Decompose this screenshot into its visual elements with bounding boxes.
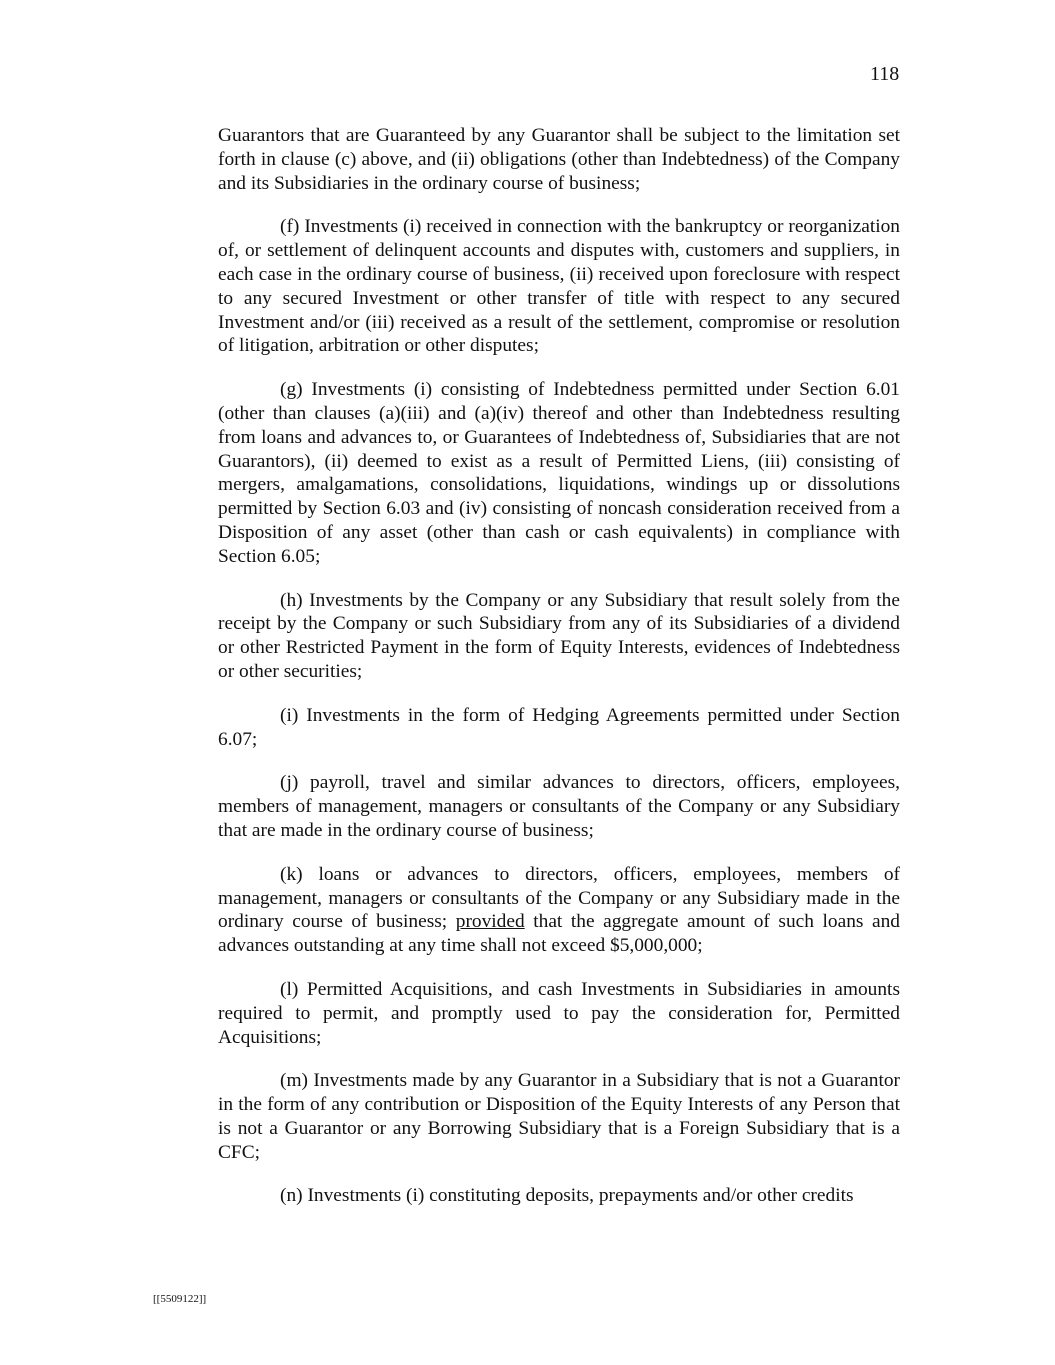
paragraph-j: (j) payroll, travel and similar advances to directors, officers, employees, members of management, managers or consultants of the Company or any Subsidiary that are made in the ordinary course of business;: [218, 772, 900, 841]
paragraph-g: (g) Investments (i) consisting of Indebtedness permitted under Section 6.01 (other than clauses (a)(iii) and (a)(iv) thereof and other than Indebtedness resulting from loans and advances to, or Guarantees of Indebtedness of, Subsidiaries that are not Guarantors), (ii) deemed to exist as a result of Permitted Liens, (iii) consisting of mergers, amalgamations, consolidations, liquidations, windings up or dissolutions permitted by Section 6.03 and (iv) consisting of noncash consideration received from a Disposition of any asset (other than cash or cash equivalents) in compliance with Section 6.05;: [218, 379, 900, 567]
paragraph-continuation: Guarantors that are Guaranteed by any Guarantor shall be subject to the limitation set forth in clause (c) above, and (ii) obligations (other than Indebtedness) of the Company and its Subsidiaries in the ordinary course of business;: [218, 125, 900, 194]
paragraph-k: [218, 863, 900, 958]
paragraph-h: (h) Investments by the Company or any Subsidiary that result solely from the receipt by the Company or such Subsidiary from any of its Subsidiaries of a dividend or other Restricted Payment in the form of Equity Interests, evidences of Indebtedness or other securities;: [218, 589, 900, 682]
paragraph-l: (l) Permitted Acquisitions, and cash Investments in Subsidiaries in amounts required to permit, and promptly used to pay the consideration for, Permitted Acquisitions;: [218, 978, 900, 1048]
provided-term: provided: [455, 911, 525, 933]
paragraph-m: (m) Investments made by any Guarantor in a Subsidiary that is not a Guarantor in the form of any contribution or Disposition of the Equity Interests of any Person that is not a Guarantor or any Borrowing Subsidiary that is a Foreign Subsidiary that is a CFC;: [218, 1070, 900, 1163]
paragraph-i: (i) Investments in the form of Hedging Agreements permitted under Section 6.07;: [218, 704, 900, 750]
page-number: 118: [870, 63, 900, 85]
document-body: [218, 124, 900, 1208]
document-id-footer: [[5509122]]: [153, 1293, 207, 1305]
paragraph-k-text-after: that the aggregate amount of such loans and advances outstanding at any time shall not exceed $5,000,000;: [218, 911, 900, 957]
paragraph-f: (f) Investments (i) received in connection with the bankruptcy or reorganization of, or settlement of delinquent accounts and disputes with, customers and suppliers, in each case in the ordinary course of business, (ii) received upon foreclosure with respect to any secured Investment or other transfer of title with respect to any secured Investment and/or (iii) received as a result of the settlement, compromise or resolution of litigation, arbitration or other disputes;: [218, 216, 900, 357]
paragraph-n: (n) Investments (i) constituting deposits, prepayments and/or other credits: [280, 1185, 854, 1207]
paragraph-k-text-before: (k) loans or advances to directors, officers, employees, members of management, managers or consultants of the Company or any Subsidiary made in the ordinary course of business;: [218, 863, 900, 933]
